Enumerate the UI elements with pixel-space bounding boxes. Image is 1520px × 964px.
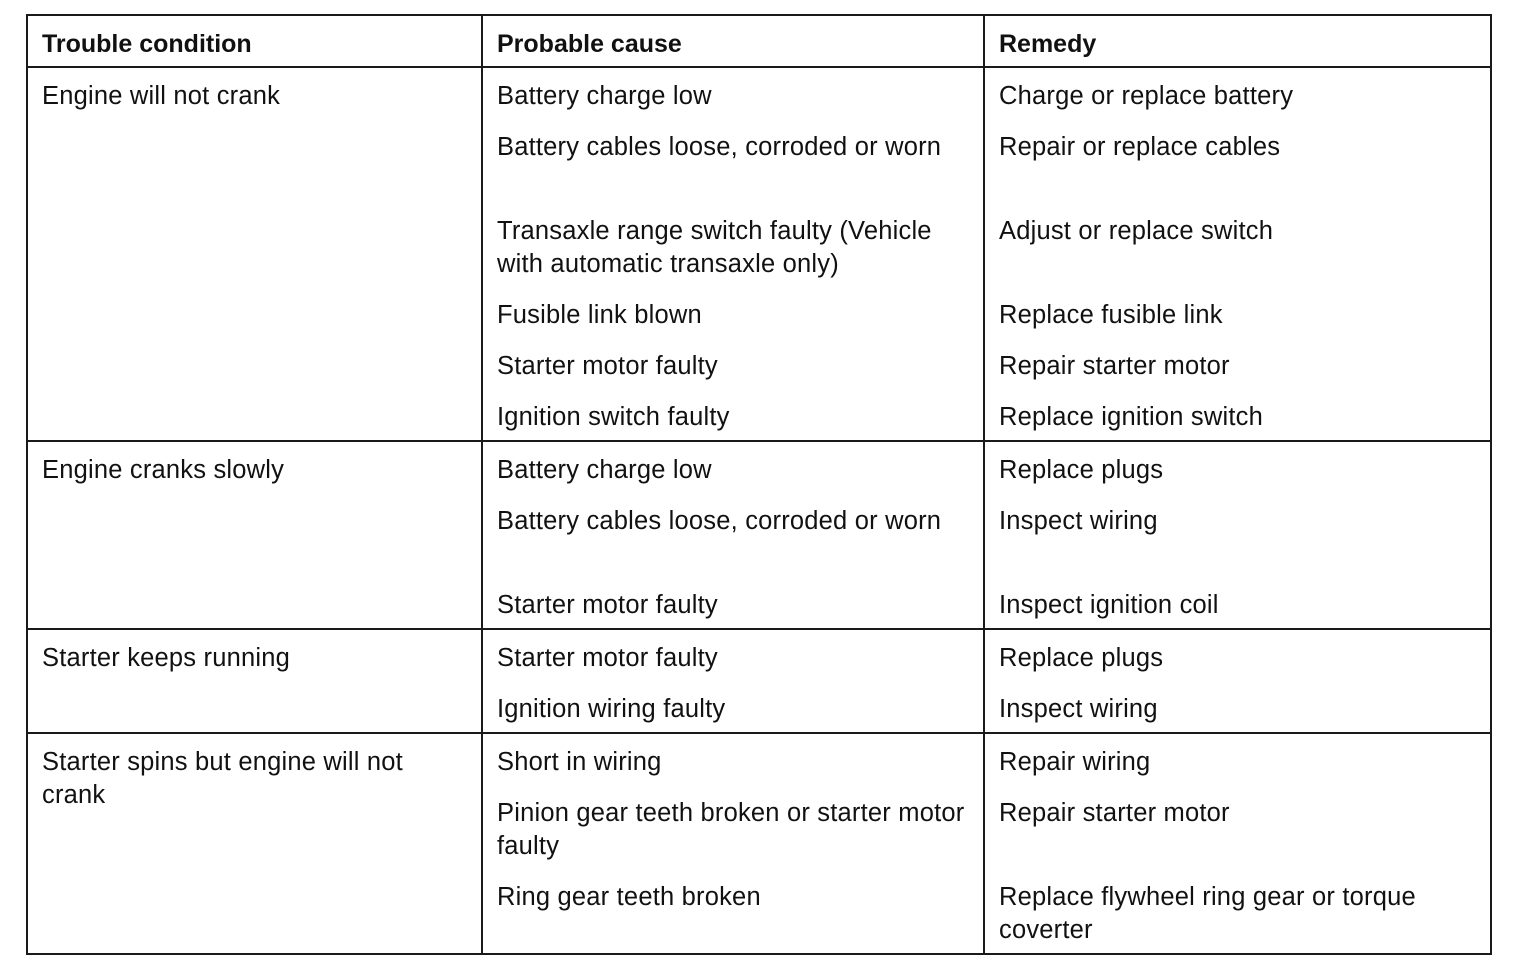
cause-text: Battery cables loose, corroded or worn	[497, 507, 942, 535]
cause-text: Ignition switch faulty	[497, 403, 730, 431]
table-row	[27, 733, 1491, 954]
table-row	[27, 629, 1491, 733]
troubleshooting-table	[26, 14, 1492, 955]
remedy-text: Charge or replace battery	[999, 82, 1294, 110]
remedy-cell	[984, 441, 1491, 629]
cause-text: Pinion gear teeth broken or starter motor faulty	[497, 799, 965, 860]
probable-cause-cell	[482, 441, 984, 629]
remedy-cell	[984, 67, 1491, 441]
table-row	[27, 67, 1491, 441]
remedy-text: Inspect wiring	[999, 695, 1158, 723]
trouble-condition-text: Engine cranks slowly	[42, 456, 285, 484]
header-probable-cause: Probable cause	[482, 15, 984, 67]
probable-cause-cell	[482, 67, 984, 441]
trouble-condition-text: Engine will not crank	[42, 82, 281, 110]
remedy-text: Repair starter motor	[999, 352, 1230, 380]
header-remedy: Remedy	[984, 15, 1491, 67]
trouble-condition-text: Starter spins but engine will not crank	[42, 748, 403, 809]
table-row	[27, 441, 1491, 629]
cause-text: Starter motor faulty	[497, 352, 718, 380]
remedy-text: Inspect wiring	[999, 507, 1158, 535]
remedy-text: Adjust or replace switch	[999, 217, 1274, 245]
probable-cause-cell	[482, 733, 984, 954]
cause-text: Short in wiring	[497, 748, 662, 776]
remedy-text: Repair starter motor	[999, 799, 1230, 827]
trouble-condition-cell	[27, 629, 482, 733]
cause-text: Battery charge low	[497, 456, 712, 484]
remedy-text: Replace plugs	[999, 644, 1164, 672]
trouble-condition-cell	[27, 67, 482, 441]
cause-text: Starter motor faulty	[497, 591, 718, 619]
remedy-text: Replace fusible link	[999, 301, 1223, 329]
trouble-condition-text: Starter keeps running	[42, 644, 291, 672]
remedy-text: Replace plugs	[999, 456, 1164, 484]
cause-text: Battery charge low	[497, 82, 712, 110]
trouble-condition-cell	[27, 441, 482, 629]
remedy-text: Repair wiring	[999, 748, 1151, 776]
remedy-text: Replace flywheel ring gear or torque coverter	[999, 883, 1416, 944]
cause-text: Ignition wiring faulty	[497, 695, 726, 723]
cause-text: Ring gear teeth broken	[497, 883, 761, 911]
remedy-text: Replace ignition switch	[999, 403, 1263, 431]
cause-text: Battery cables loose, corroded or worn	[497, 133, 942, 161]
trouble-condition-cell	[27, 733, 482, 954]
header-row	[27, 15, 1491, 67]
header-trouble-condition: Trouble condition	[27, 15, 482, 67]
remedy-text: Repair or replace cables	[999, 133, 1281, 161]
probable-cause-cell	[482, 629, 984, 733]
cause-text: Fusible link blown	[497, 301, 702, 329]
cause-text: Starter motor faulty	[497, 644, 718, 672]
remedy-cell	[984, 733, 1491, 954]
remedy-cell	[984, 629, 1491, 733]
cause-text: Transaxle range switch faulty (Vehicle with automatic transaxle only)	[497, 217, 932, 278]
remedy-text: Inspect ignition coil	[999, 591, 1219, 619]
